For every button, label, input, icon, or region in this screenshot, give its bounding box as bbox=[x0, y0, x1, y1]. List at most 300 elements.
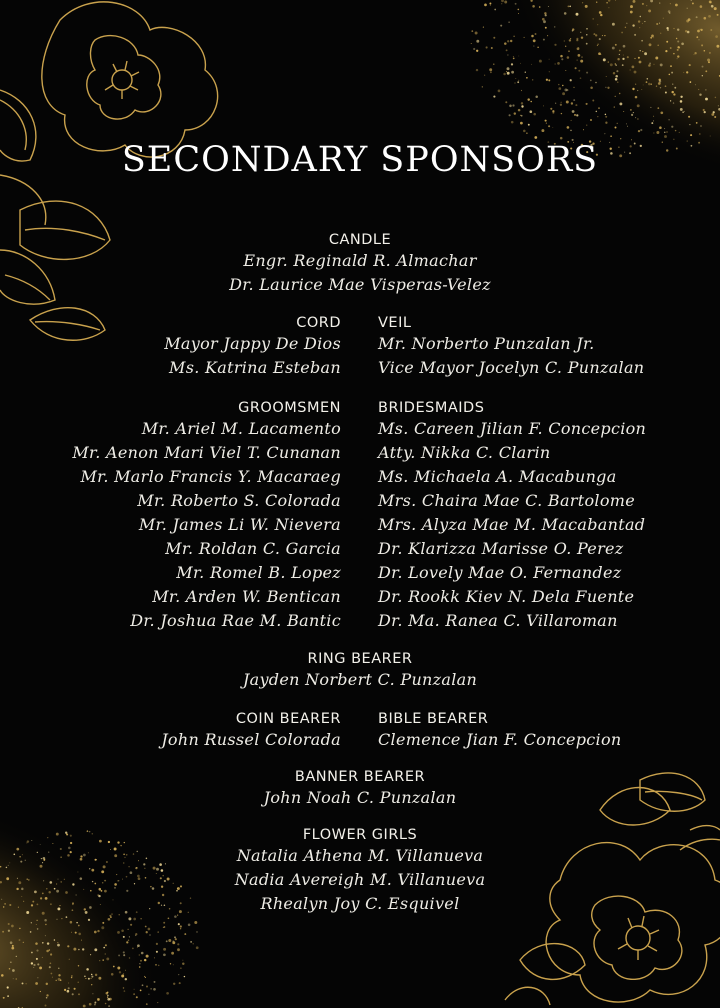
glitter-dot bbox=[83, 1005, 86, 1008]
glitter-dot bbox=[610, 135, 612, 137]
glitter-dot bbox=[92, 993, 93, 994]
glitter-dot bbox=[170, 963, 171, 964]
glitter-dot bbox=[657, 107, 659, 109]
glitter-dot bbox=[476, 50, 478, 52]
glitter-dot bbox=[180, 967, 181, 968]
glitter-dot bbox=[133, 993, 135, 995]
glitter-dot bbox=[475, 32, 478, 35]
glitter-dot bbox=[675, 4, 678, 7]
glitter-dot bbox=[704, 50, 706, 52]
glitter-dot bbox=[535, 33, 537, 35]
glitter-dot bbox=[617, 81, 619, 83]
glitter-dot bbox=[105, 944, 107, 946]
glitter-dot bbox=[696, 36, 698, 38]
glitter-dot bbox=[11, 925, 14, 928]
glitter-dot bbox=[686, 71, 688, 73]
glitter-dot bbox=[677, 58, 678, 59]
glitter-dot bbox=[684, 111, 685, 112]
glitter-dot bbox=[86, 968, 89, 971]
glitter-dot bbox=[51, 973, 53, 975]
glitter-dot bbox=[67, 945, 69, 947]
glitter-dot bbox=[665, 50, 667, 52]
glitter-dot bbox=[640, 50, 641, 51]
glitter-dot bbox=[507, 54, 508, 55]
glitter-dot bbox=[177, 948, 180, 951]
glitter-dot bbox=[637, 104, 640, 107]
glitter-dot bbox=[633, 0, 636, 3]
glitter-dot bbox=[178, 974, 179, 975]
glitter-dot bbox=[590, 119, 592, 121]
glitter-dot bbox=[672, 84, 673, 85]
glitter-dot bbox=[595, 34, 597, 36]
glitter-dot bbox=[607, 87, 609, 89]
glitter-dot bbox=[709, 1, 712, 4]
glitter-dot bbox=[98, 999, 99, 1000]
glitter-dot bbox=[642, 3, 644, 5]
glitter-dot bbox=[669, 12, 671, 14]
glitter-dot bbox=[35, 982, 38, 985]
glitter-dot bbox=[483, 27, 484, 28]
glitter-dot bbox=[544, 12, 546, 14]
glitter-dot bbox=[60, 979, 62, 981]
glitter-dot bbox=[50, 962, 52, 964]
glitter-dot bbox=[511, 63, 513, 65]
ring-bearer-label: RING BEARER bbox=[307, 651, 413, 667]
glitter-dot bbox=[520, 63, 521, 64]
groomsman-name: Mr. Ariel M. Lacamento bbox=[141, 419, 341, 438]
glitter-dot bbox=[539, 6, 541, 8]
glitter-dot bbox=[708, 61, 710, 63]
glitter-dot bbox=[148, 928, 151, 931]
glitter-dot bbox=[543, 39, 545, 41]
glitter-dot bbox=[128, 917, 131, 920]
glitter-dot bbox=[39, 966, 42, 969]
glitter-dot bbox=[718, 105, 719, 106]
glitter-dot bbox=[586, 103, 588, 105]
glitter-dot bbox=[129, 957, 130, 958]
glitter-dot bbox=[704, 111, 706, 113]
glitter-dot bbox=[707, 59, 710, 62]
glitter-dot bbox=[642, 51, 643, 52]
glitter-dot bbox=[49, 949, 51, 951]
glitter-dot bbox=[505, 101, 507, 103]
glitter-dot bbox=[524, 37, 525, 38]
glitter-dot bbox=[493, 96, 495, 98]
glitter-dot bbox=[571, 102, 573, 104]
banner-bearer-name: John Noah C. Punzalan bbox=[263, 788, 457, 807]
glitter-dot bbox=[561, 113, 562, 114]
glitter-dot bbox=[653, 116, 654, 117]
glitter-dot bbox=[175, 938, 177, 940]
glitter-dot bbox=[148, 994, 149, 995]
glitter-dot bbox=[504, 42, 507, 45]
glitter-dot bbox=[121, 975, 124, 978]
bridesmaid-name: Atty. Nikka C. Clarin bbox=[378, 443, 551, 462]
glitter-dot bbox=[190, 941, 192, 943]
glitter-dot bbox=[590, 80, 592, 82]
glitter-dot bbox=[626, 123, 627, 124]
glitter-dot bbox=[85, 978, 86, 979]
glitter-dot bbox=[76, 922, 78, 924]
glitter-dot bbox=[3, 997, 5, 999]
glitter-dot bbox=[700, 29, 702, 31]
glitter-dot bbox=[581, 56, 583, 58]
glitter-dot bbox=[518, 109, 521, 112]
glitter-dot bbox=[560, 104, 562, 106]
glitter-top-right bbox=[391, 0, 720, 220]
glitter-dot bbox=[670, 47, 672, 49]
glitter-dot bbox=[570, 79, 572, 81]
glitter-dot bbox=[580, 60, 583, 63]
glitter-dot bbox=[548, 79, 550, 81]
glitter-dot bbox=[690, 82, 691, 83]
glitter-dot bbox=[561, 58, 563, 60]
glitter-dot bbox=[646, 81, 648, 83]
glitter-dot bbox=[623, 45, 626, 48]
glitter-dot bbox=[635, 117, 636, 118]
glitter-dot bbox=[168, 939, 171, 942]
glitter-dot bbox=[94, 948, 97, 951]
glitter-dot bbox=[182, 963, 184, 965]
glitter-dot bbox=[95, 974, 97, 976]
glitter-dot bbox=[710, 136, 711, 137]
glitter-dot bbox=[648, 64, 651, 67]
glitter-dot bbox=[123, 954, 125, 956]
glitter-dot bbox=[10, 962, 11, 963]
glitter-dot bbox=[164, 926, 166, 928]
glitter-dot bbox=[42, 942, 44, 944]
glitter-dot bbox=[102, 959, 103, 960]
glitter-dot bbox=[40, 991, 41, 992]
glitter-dot bbox=[513, 56, 514, 57]
glitter-dot bbox=[107, 998, 110, 1001]
glitter-dot bbox=[31, 962, 33, 964]
groomsman-name: Mr. Aenon Mari Viel T. Cunanan bbox=[72, 443, 341, 462]
glitter-dot bbox=[545, 27, 547, 29]
glitter-dot bbox=[482, 86, 483, 87]
glitter-dot bbox=[616, 70, 618, 72]
glitter-dot bbox=[696, 122, 698, 124]
glitter-dot bbox=[140, 918, 141, 919]
glitter-dot bbox=[612, 23, 615, 26]
glitter-dot bbox=[8, 930, 10, 932]
glitter-dot bbox=[630, 11, 633, 14]
glitter-dot bbox=[676, 38, 677, 39]
glitter-dot bbox=[105, 1003, 107, 1005]
glitter-dot bbox=[489, 68, 492, 71]
glitter-dot bbox=[46, 983, 48, 985]
glitter-dot bbox=[88, 978, 90, 980]
banner-bearer-label: BANNER BEARER bbox=[294, 769, 426, 785]
glitter-dot bbox=[606, 76, 607, 77]
glitter-dot bbox=[709, 52, 711, 54]
glitter-dot bbox=[666, 27, 668, 29]
glitter-dot bbox=[667, 29, 669, 31]
glitter-dot bbox=[681, 42, 684, 45]
glitter-dot bbox=[634, 34, 636, 36]
glitter-dot bbox=[137, 947, 138, 948]
glitter-dot bbox=[677, 28, 679, 30]
glitter-dot bbox=[659, 79, 661, 81]
flower-girls-label: FLOWER GIRLS bbox=[302, 827, 418, 843]
glitter-dot bbox=[146, 955, 149, 958]
glitter-dot bbox=[633, 24, 634, 25]
glitter-dot bbox=[688, 116, 690, 118]
glitter-dot bbox=[486, 46, 488, 48]
glitter-dot bbox=[526, 132, 528, 134]
glitter-dot bbox=[660, 111, 663, 114]
glitter-dot bbox=[515, 3, 517, 5]
glitter-dot bbox=[517, 9, 519, 11]
glitter-dot bbox=[146, 931, 148, 933]
glitter-dot bbox=[596, 111, 598, 113]
candle-name: Engr. Reginald R. Almachar bbox=[243, 251, 477, 270]
glitter-dot bbox=[489, 3, 491, 5]
glitter-dot bbox=[154, 981, 156, 983]
glitter-dot bbox=[124, 990, 126, 992]
glitter-dot bbox=[471, 30, 473, 32]
glitter-dot bbox=[605, 87, 606, 88]
glitter-dot bbox=[548, 6, 549, 7]
glitter-dot bbox=[71, 975, 72, 976]
bible-bearer-name: Clemence Jian F. Concepcion bbox=[378, 730, 622, 749]
glitter-dot bbox=[515, 78, 516, 79]
glitter-dot bbox=[567, 56, 570, 59]
glitter-dot bbox=[605, 133, 606, 134]
glitter-dot bbox=[36, 950, 38, 952]
glitter-dot bbox=[615, 63, 616, 64]
glitter-dot bbox=[573, 87, 574, 88]
glitter-dot bbox=[44, 919, 47, 922]
glitter-dot bbox=[125, 978, 127, 980]
glitter-dot bbox=[575, 104, 577, 106]
glitter-dot bbox=[36, 920, 37, 921]
glitter-dot bbox=[562, 85, 563, 86]
glitter-dot bbox=[46, 950, 49, 953]
glitter-dot bbox=[644, 52, 647, 55]
glitter-dot bbox=[585, 5, 588, 8]
glitter-dot bbox=[531, 35, 534, 38]
glitter-dot bbox=[548, 125, 550, 127]
glitter-dot bbox=[174, 936, 176, 938]
glitter-dot bbox=[12, 969, 15, 972]
cord-section bbox=[164, 314, 341, 380]
glitter-dot bbox=[701, 44, 703, 46]
glitter-dot bbox=[608, 7, 609, 8]
glitter-dot bbox=[19, 928, 20, 929]
glitter-dot bbox=[78, 933, 81, 936]
glitter-dot bbox=[586, 34, 587, 35]
glitter-dot bbox=[97, 930, 99, 932]
glitter-dot bbox=[682, 112, 683, 113]
glitter-dot bbox=[533, 39, 536, 42]
glitter-dot bbox=[648, 9, 651, 12]
glitter-dot bbox=[102, 922, 104, 924]
glitter-dot bbox=[168, 917, 170, 919]
glitter-dot bbox=[677, 40, 679, 42]
glitter-dot bbox=[72, 993, 74, 995]
glitter-dot bbox=[520, 122, 523, 125]
glitter-dot bbox=[139, 963, 140, 964]
glitter-dot bbox=[569, 39, 571, 41]
glitter-dot bbox=[111, 973, 114, 976]
groomsman-name: Mr. Marlo Francis Y. Macaraeg bbox=[80, 467, 341, 486]
glitter-dot bbox=[651, 83, 652, 84]
banner-bearer-section bbox=[0, 768, 720, 810]
glitter-dot bbox=[507, 72, 510, 75]
candle-name: Dr. Laurice Mae Visperas-Velez bbox=[229, 275, 491, 294]
glitter-dot bbox=[37, 928, 39, 930]
glitter-dot bbox=[153, 988, 156, 991]
glitter-dot bbox=[146, 985, 148, 987]
bridesmaids-label: BRIDESMAIDS bbox=[378, 400, 485, 416]
bridesmaids-section bbox=[378, 399, 646, 633]
glitter-dot bbox=[514, 82, 515, 83]
glitter-dot bbox=[674, 87, 676, 89]
glitter-dot bbox=[664, 132, 665, 133]
glitter-dot bbox=[649, 63, 651, 65]
glitter-dot bbox=[696, 16, 698, 18]
glitter-dot bbox=[45, 924, 46, 925]
glitter-dot bbox=[630, 109, 632, 111]
glitter-dot bbox=[136, 996, 138, 998]
glitter-dot bbox=[680, 96, 682, 98]
glitter-dot bbox=[574, 114, 576, 116]
candle-section bbox=[0, 231, 720, 297]
glitter-dot bbox=[565, 70, 566, 71]
glitter-dot bbox=[517, 81, 519, 83]
glitter-dot bbox=[135, 935, 136, 936]
glitter-dot bbox=[99, 960, 100, 961]
glitter-dot bbox=[157, 931, 159, 933]
glitter-dot bbox=[506, 71, 507, 72]
glitter-dot bbox=[529, 110, 532, 113]
glitter-dot bbox=[158, 965, 160, 967]
glitter-dot bbox=[514, 112, 516, 114]
glitter-dot bbox=[699, 93, 701, 95]
glitter-dot bbox=[71, 932, 72, 933]
glitter-dot bbox=[650, 107, 651, 108]
glitter-dot bbox=[564, 88, 567, 91]
glitter-dot bbox=[698, 89, 699, 90]
glitter-dot bbox=[128, 940, 130, 942]
glitter-dot bbox=[75, 932, 77, 934]
glitter-dot bbox=[117, 967, 120, 970]
glitter-dot bbox=[695, 84, 696, 85]
glitter-dot bbox=[113, 966, 115, 968]
bible-bearer-label: BIBLE BEARER bbox=[378, 711, 489, 727]
glitter-dot bbox=[37, 977, 38, 978]
glitter-dot bbox=[513, 36, 514, 37]
glitter-dot bbox=[641, 40, 643, 42]
glitter-dot bbox=[121, 929, 124, 932]
glitter-dot bbox=[580, 77, 582, 79]
glitter-dot bbox=[123, 936, 125, 938]
glitter-dot bbox=[711, 113, 714, 116]
glitter-dot bbox=[639, 27, 640, 28]
glitter-dot bbox=[599, 11, 602, 14]
glitter-dot bbox=[637, 90, 638, 91]
glitter-dot bbox=[512, 104, 514, 106]
glitter-dot bbox=[576, 38, 578, 40]
glitter-dot bbox=[521, 115, 523, 117]
glitter-dot bbox=[621, 32, 623, 34]
glitter-dot bbox=[42, 957, 43, 958]
glitter-dot bbox=[68, 982, 69, 983]
glitter-dot bbox=[638, 57, 640, 59]
glitter-dot bbox=[501, 3, 502, 4]
glitter-dot bbox=[717, 14, 719, 16]
glitter-dot bbox=[128, 929, 129, 930]
glitter-dot bbox=[166, 992, 169, 995]
glitter-dot bbox=[156, 943, 158, 945]
glitter-dot bbox=[571, 120, 572, 121]
glitter-dot bbox=[561, 102, 562, 103]
glitter-dot bbox=[576, 13, 579, 16]
veil-name: Vice Mayor Jocelyn C. Punzalan bbox=[378, 358, 645, 377]
glitter-dot bbox=[81, 940, 82, 941]
glitter-dot bbox=[617, 123, 618, 124]
glitter-dot bbox=[510, 40, 512, 42]
glitter-dot bbox=[123, 973, 124, 974]
glitter-dot bbox=[564, 40, 565, 41]
glitter-dot bbox=[549, 71, 550, 72]
glitter-dot bbox=[476, 69, 478, 71]
glitter-dot bbox=[103, 947, 105, 949]
bridesmaid-name: Dr. Klarizza Marisse O. Perez bbox=[378, 539, 624, 558]
glitter-dot bbox=[139, 966, 141, 968]
glitter-dot bbox=[476, 40, 479, 43]
veil-label: VEIL bbox=[378, 315, 412, 331]
glitter-dot bbox=[582, 2, 583, 3]
glitter-dot bbox=[600, 54, 601, 55]
glitter-dot bbox=[66, 916, 68, 918]
glitter-dot bbox=[528, 124, 530, 126]
glitter-dot bbox=[710, 29, 712, 31]
glitter-dot bbox=[509, 105, 512, 108]
glitter-dot bbox=[163, 922, 165, 924]
glitter-dot bbox=[615, 127, 617, 129]
glitter-dot bbox=[603, 58, 606, 61]
glitter-dot bbox=[532, 5, 535, 8]
glitter-dot bbox=[527, 98, 529, 100]
glitter-dot bbox=[119, 971, 121, 973]
glitter-dot bbox=[642, 23, 643, 24]
glitter-dot bbox=[118, 954, 120, 956]
glitter-dot bbox=[698, 39, 699, 40]
glitter-dot bbox=[163, 953, 166, 956]
glitter-dot bbox=[577, 60, 578, 61]
glitter-dot bbox=[610, 63, 613, 66]
glitter-dot bbox=[627, 56, 629, 58]
glitter-dot bbox=[570, 130, 572, 132]
glitter-dot bbox=[498, 90, 501, 93]
glitter-dot bbox=[692, 2, 694, 4]
glitter-dot bbox=[126, 941, 128, 943]
glitter-dot bbox=[129, 936, 130, 937]
glitter-dot bbox=[91, 974, 92, 975]
glitter-dot bbox=[503, 73, 506, 76]
glitter-dot bbox=[541, 129, 544, 132]
groomsman-name: Mr. Romel B. Lopez bbox=[176, 563, 341, 582]
glitter-dot bbox=[101, 926, 104, 929]
glitter-dot bbox=[74, 988, 76, 990]
glitter-dot bbox=[491, 47, 493, 49]
glitter-dot bbox=[55, 980, 56, 981]
glitter-dot bbox=[13, 978, 14, 979]
glitter-dot bbox=[597, 116, 598, 117]
glitter-dot bbox=[521, 90, 522, 91]
